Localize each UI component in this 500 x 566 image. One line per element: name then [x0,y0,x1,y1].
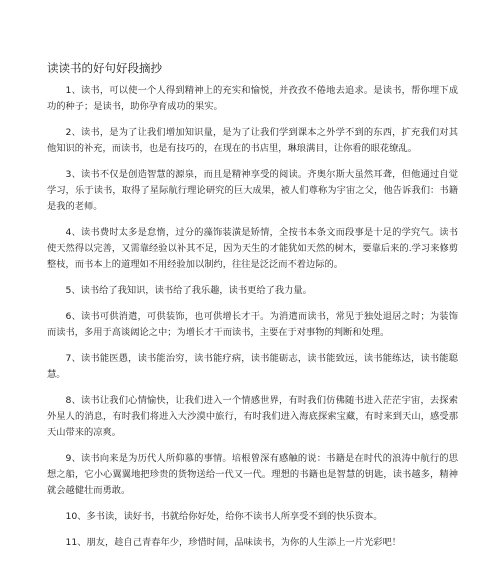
paragraph-3: 3、读书不仅是创造智慧的源泉，而且是精神享受的阅读。齐奥尔斯大虽然耳聋，但他通过自觉学习，乐于读书，取得了星际航行理论研究的巨大成果，被人们尊称为宇宙之父，他告诉我们：书籍是我的老师。 [47,169,458,213]
paragraph-10: 10、多书读，读好书，书就给你好处，给你不读书人所享受不到的快乐资本。 [65,511,383,522]
document-title: 读读书的好句好段摘抄 [47,61,162,75]
paragraph-2: 2、读书，是为了让我们增加知识量，是为了让我们学到课本之外学不到的东西，扩充我们对其他知识的补充，而读书，也是有技巧的，在现在的书店里，琳琅满目，让你看的眼花缭乱。 [47,127,458,155]
paragraph-8: 8、读书让我们心情愉快，让我们进入一个情感世界，有时我们仿佛随书进入茫茫宇宙，去探索外星人的消息，有时我们将进入大沙漠中旅行，有时我们进入海底探索宝藏，有时来到天山，感受那天山带来的凉爽。 [47,395,458,439]
paragraph-1: 1、读书，可以使一个人得到精神上的充实和愉悦，并孜孜不倦地去追求。是读书，帮你埋下成功的种子；是读书，助你孕育成功的果实。 [47,85,458,113]
paragraph-5: 5、读书给了我知识，读书给了我乐趣，读书更给了我力量。 [65,285,312,296]
paragraph-6: 6、读书可供消遣，可供装饰，也可供增长才干。为消遣而读书，常见于独处退居之时；为装饰而读书，多用于高谈阔论之中；为增长才干而读书，主要在于对事物的判断和处理。 [47,311,458,339]
paragraph-4: 4、读书费时太多是怠惰，过分的藻饰装潢是矫情，全按书本条文而段事是十足的学究气。读书使天然得以完善，又需靠经验以补其不足，因为天生的才能犹如天然的树木，要靠后来的.学习来修剪整枝，而书本上的道理如不用经验加以制约，往往是泛泛而不着边际的。 [47,227,458,271]
paragraph-9: 9、读书向来是为历代人所仰慕的事情。培根曾深有感触的说：书籍是在时代的浪涛中航行的思想之船，它小心翼翼地把珍贵的货物送给一代又一代。理想的书籍也是智慧的钥匙，读书越多，精神就会越健壮而勇敢。 [47,453,458,497]
paragraph-7: 7、读书能医愚，读书能治穷，读书能疗病，读书能砺志，读书能致远，读书能练达，读书能聪慧。 [47,353,458,381]
paragraph-11: 11、朋友，趁自己青春年少，珍惜时间，品味读书，为你的人生添上一片光彩吧！ [65,537,402,548]
